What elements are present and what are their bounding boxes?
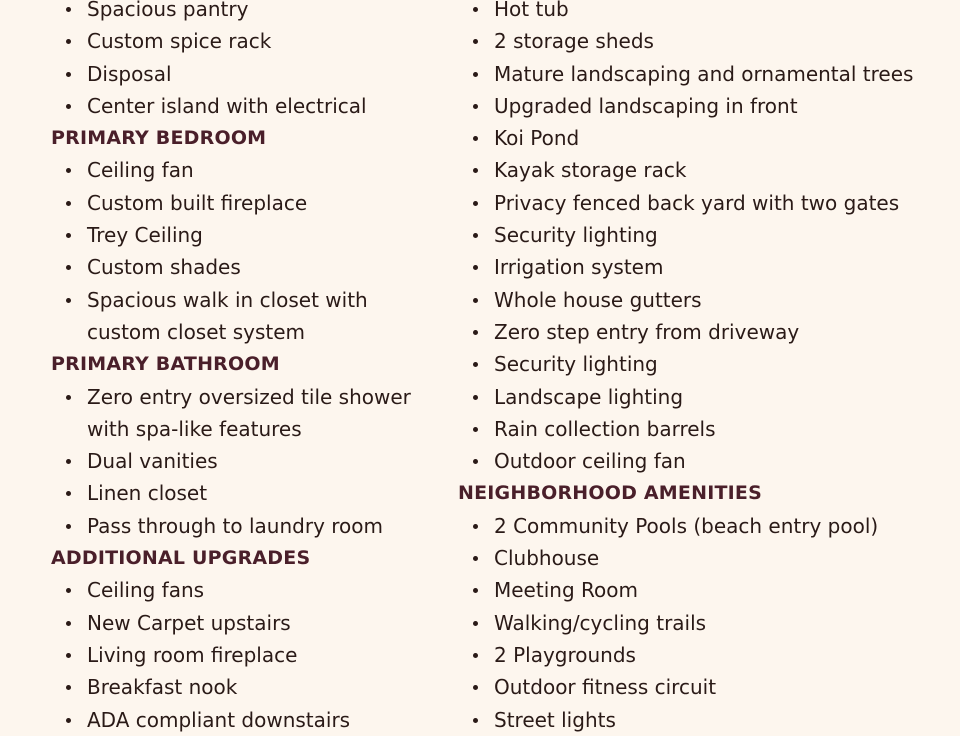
bullet-icon: [473, 718, 478, 723]
list-item: Zero step entry from driveway: [458, 316, 958, 348]
bullet-icon: [473, 104, 478, 109]
bullet-icon: [473, 298, 478, 303]
section-heading-additional-upgrades: ADDITIONAL UPGRADES: [51, 547, 311, 570]
exterior-feature-list: [458, 0, 958, 477]
bullet-icon: [66, 201, 71, 206]
list-item: Whole house gutters: [458, 284, 958, 316]
bullet-icon: [66, 72, 71, 77]
list-item: Pass through to laundry room: [51, 510, 451, 542]
bullet-icon: [66, 621, 71, 626]
bullet-icon: [66, 524, 71, 529]
list-item: Custom shades: [51, 251, 451, 283]
list-item: Outdoor ceiling fan: [458, 445, 958, 477]
bullet-icon: [473, 524, 478, 529]
list-item: Trey Ceiling: [51, 219, 451, 251]
list-item: Mature landscaping and ornamental trees: [458, 58, 958, 90]
list-item: Living room fireplace: [51, 639, 451, 671]
list-item: Rain collection barrels: [458, 413, 958, 445]
bullet-icon: [473, 39, 478, 44]
list-item: Disposal: [51, 58, 451, 90]
list-item: Spacious walk in closet with custom closet system: [51, 284, 451, 349]
list-item: Security lighting: [458, 219, 958, 251]
bullet-icon: [66, 233, 71, 238]
bullet-icon: [66, 588, 71, 593]
additional-upgrades-list: [51, 574, 451, 735]
neighborhood-amenities-list: [458, 510, 958, 736]
bullet-icon: [473, 201, 478, 206]
list-item: Dual vanities: [51, 445, 451, 477]
list-item: Landscape lighting: [458, 381, 958, 413]
kitchen-feature-list: [51, 0, 451, 122]
list-item: Meeting Room: [458, 574, 958, 606]
bullet-icon: [66, 168, 71, 173]
list-item: Koi Pond: [458, 122, 958, 154]
list-item: 2 Community Pools (beach entry pool): [458, 510, 958, 542]
bullet-icon: [473, 556, 478, 561]
list-item: Clubhouse: [458, 542, 958, 574]
list-item: Outdoor fitness circuit: [458, 671, 958, 703]
list-item: Custom built fireplace: [51, 187, 451, 219]
section-heading-neighborhood-amenities: NEIGHBORHOOD AMENITIES: [458, 482, 762, 505]
bullet-icon: [66, 653, 71, 658]
bullet-icon: [66, 7, 71, 12]
list-item: Ceiling fan: [51, 154, 451, 186]
bullet-icon: [66, 685, 71, 690]
list-item: Zero entry oversized tile shower with spa-like features: [51, 381, 451, 446]
list-item: Ceiling fans: [51, 574, 451, 606]
list-item: Center island with electrical: [51, 90, 451, 122]
list-item: Security lighting: [458, 348, 958, 380]
list-item: 2 storage sheds: [458, 25, 958, 57]
list-item: ADA compliant downstairs: [51, 704, 451, 736]
bullet-icon: [473, 653, 478, 658]
bullet-icon: [473, 7, 478, 12]
bullet-icon: [473, 621, 478, 626]
bullet-icon: [473, 459, 478, 464]
bullet-icon: [66, 298, 71, 303]
bullet-icon: [473, 330, 478, 335]
bullet-icon: [473, 588, 478, 593]
list-item: Street lights: [458, 704, 958, 736]
list-item: Privacy fenced back yard with two gates: [458, 187, 958, 219]
list-item: Hot tub: [458, 0, 958, 25]
bullet-icon: [66, 395, 71, 400]
bullet-icon: [473, 685, 478, 690]
list-item: 2 Playgrounds: [458, 639, 958, 671]
list-item: Walking/cycling trails: [458, 607, 958, 639]
bullet-icon: [473, 265, 478, 270]
list-item: Linen closet: [51, 477, 451, 509]
bullet-icon: [473, 395, 478, 400]
right-column: [458, 0, 958, 736]
bullet-icon: [66, 265, 71, 270]
list-item: Custom spice rack: [51, 25, 451, 57]
bullet-icon: [473, 72, 478, 77]
primary-bathroom-feature-list: [51, 381, 451, 542]
bullet-icon: [66, 459, 71, 464]
primary-bedroom-feature-list: [51, 154, 451, 348]
list-item: New Carpet upstairs: [51, 607, 451, 639]
left-column: [51, 0, 451, 736]
bullet-icon: [66, 39, 71, 44]
bullet-icon: [473, 233, 478, 238]
bullet-icon: [66, 718, 71, 723]
list-item: Kayak storage rack: [458, 154, 958, 186]
bullet-icon: [473, 427, 478, 432]
bullet-icon: [473, 362, 478, 367]
bullet-icon: [473, 136, 478, 141]
list-item: Breakfast nook: [51, 671, 451, 703]
bullet-icon: [66, 491, 71, 496]
list-item: Irrigation system: [458, 251, 958, 283]
list-item: Upgraded landscaping in front: [458, 90, 958, 122]
section-heading-primary-bedroom: PRIMARY BEDROOM: [51, 127, 267, 150]
list-item: Spacious pantry: [51, 0, 451, 25]
bullet-icon: [66, 104, 71, 109]
bullet-icon: [473, 168, 478, 173]
section-heading-primary-bathroom: PRIMARY BATHROOM: [51, 353, 280, 376]
